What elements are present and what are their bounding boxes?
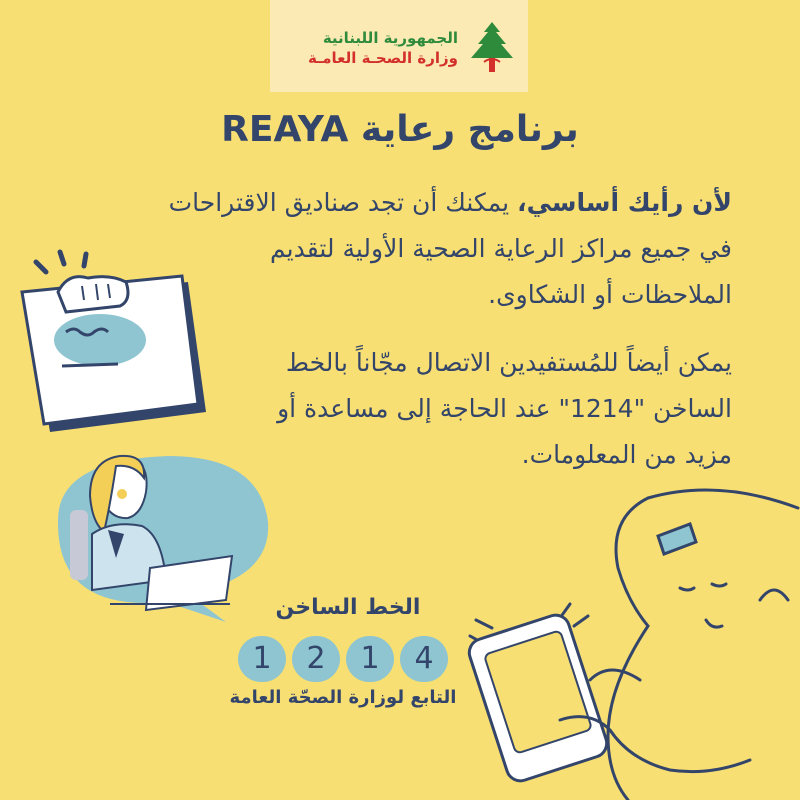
- operator-illustration: [58, 456, 268, 622]
- hotline-ministry-caption: التابع لوزارة الصحّة العامة: [229, 687, 457, 708]
- hotline-digit: 1: [238, 636, 286, 682]
- cedar-tree-icon: [470, 20, 514, 78]
- paragraph-hotline: يمكن أيضاً للمُستفيدين الاتصال مجّاناً بالخط الساخن "1214" عند الحاجة إلى مساعدة أو مزيد من المعلومات.: [277, 348, 732, 469]
- page-title: برنامج رعاية REAYA: [221, 109, 579, 150]
- ministry-name: [258, 28, 458, 68]
- paragraph-lead: لأن رأيك أساسي،: [517, 188, 732, 217]
- hotline-number: [238, 636, 448, 682]
- logo-line-ministry: وزارة الصحـة العامـة: [307, 49, 458, 67]
- hotline-label: الخط الساخن: [275, 595, 421, 620]
- caller-illustration: [466, 490, 798, 800]
- logo-line-republic: الجمهورية اللبنانية: [322, 29, 458, 47]
- hotline-digit: 2: [292, 636, 340, 682]
- ministry-logo: [270, 0, 528, 92]
- paragraph-suggestion-boxes: [152, 180, 732, 318]
- paragraph-body: يمكنك أن تجد صناديق الاقتراحات في جميع مراكز الرعاية الصحية الأولية لتقديم الملاحظات أو الشكاوى.: [168, 188, 732, 309]
- hotline-digit: 1: [346, 636, 394, 682]
- hotline-digit: 4: [400, 636, 448, 682]
